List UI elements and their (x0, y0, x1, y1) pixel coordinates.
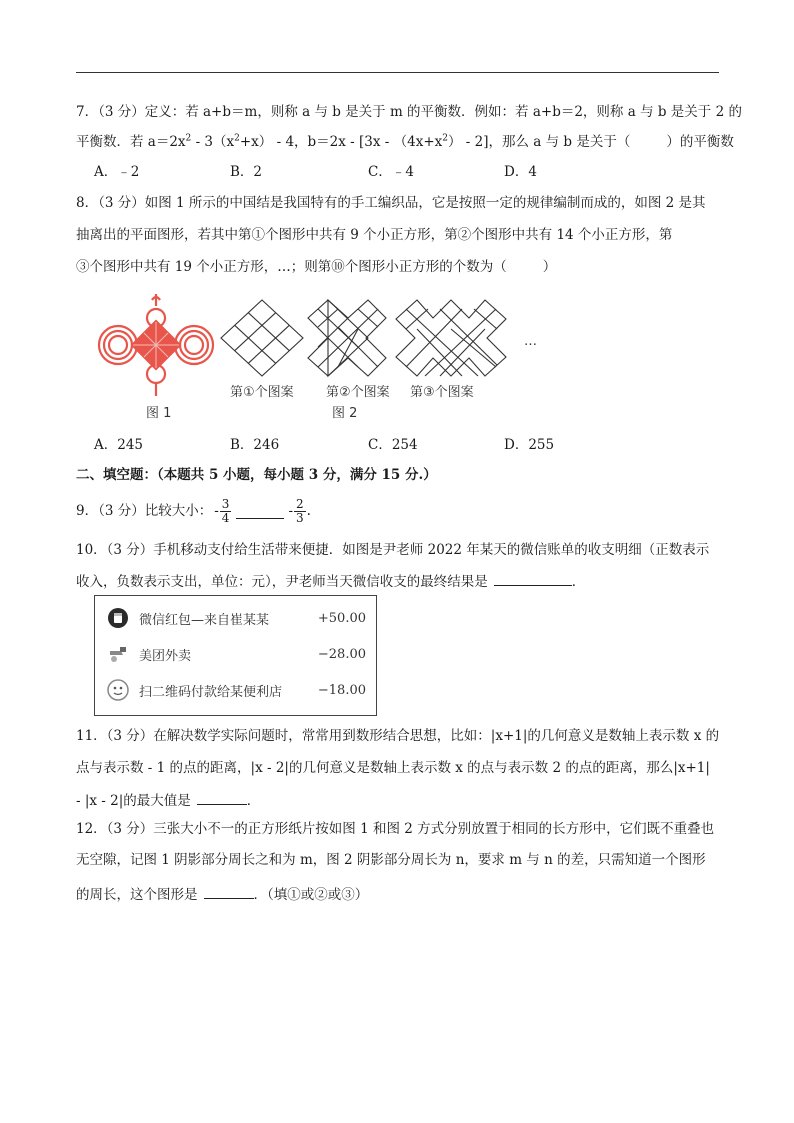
q7-option-d: D．4 (504, 164, 537, 180)
figure-2-caption: 图 2 (332, 406, 358, 421)
pattern-1-figure (218, 297, 306, 379)
q10-answer-blank (494, 571, 572, 586)
fraction-two-thirds: $\frac{2}{3}$ (296, 496, 304, 525)
section-2-title: 二、填空题：（本题共 5 小题，每小题 3 分，满分 15 分.） (76, 467, 437, 483)
q7-line2: 平衡数．若 $a=2x^2 - 3(x^2+x) - 4$，$b=2x - [3x - (4x+x^2) - 2]$，那么 a 与 b 是关于（ ）的平衡数 (76, 133, 734, 150)
bill-row-convenience-store: 扫二维码付款给某便利店 −18.00 (107, 677, 366, 703)
q12-answer-blank (204, 884, 254, 899)
q10-line1: 10．（3 分）手机移动支付给生活带来便捷．如图是尹老师 2022 年某天的微信账单的收支明细（正数表示 (76, 542, 710, 558)
bill-row-meituan: 美团外卖 −28.00 (107, 641, 366, 667)
q12-line2: 无空隙，记图 1 阴影部分周长之和为 m，图 2 阴影部分周长为 n，要求 m 与 n 的差，只需知道一个图形 (76, 852, 706, 868)
q7-line1: 7．（3 分）定义：若 a+b＝m，则称 a 与 b 是关于 m 的平衡数．例如：若 a+b＝2，则称 a 与 b 是关于 2 的 (76, 104, 742, 120)
fraction-three-quarters: $\frac{3}{4}$ (221, 496, 230, 525)
header-rule (76, 72, 719, 73)
food-delivery-icon (107, 643, 129, 665)
q11-line2: 点与表示数 - 1 的点的距离，|x - 2|的几何意义是数轴上表示数 x 的点与表示数 2 的点的距离，那么|x+1| (76, 760, 710, 776)
pattern-1-caption: 第①个图案 (230, 385, 294, 400)
q8-option-d: D．255 (504, 437, 555, 453)
q12-line3: 的周长，这个图形是 ．（填①或②或③） (76, 884, 368, 904)
figure-1-caption: 图 1 (146, 406, 172, 421)
q8-option-b: B．246 (230, 437, 280, 453)
q8-option-c: C．254 (368, 437, 418, 453)
pattern-ellipsis: … (524, 334, 537, 349)
wechat-bill-box (94, 595, 377, 716)
q8-line3: ③个图形中共有 19 个小正方形，…；则第⑩个图形小正方形的个数为（ ） (76, 259, 557, 275)
q8-line1: 8．（3 分）如图 1 所示的中国结是我国特有的手工编织品，它是按照一定的规律编制而成的，如图 2 是其 (76, 195, 706, 211)
pattern-3-figure (393, 297, 509, 379)
red-packet-icon (107, 607, 129, 629)
pattern-2-figure (300, 297, 388, 379)
pattern-3-caption: 第③个图案 (410, 385, 474, 400)
chinese-knot-figure (96, 292, 216, 398)
q7-option-c: C．﹣4 (368, 164, 414, 180)
store-face-icon (107, 679, 129, 701)
pattern-2-caption: 第②个图案 (326, 385, 390, 400)
q9-line: 9．（3 分）比较大小： - $\frac{3}{4}$ - $\frac{2}{3}$ . (76, 496, 311, 525)
q11-line1: 11．（3 分）在解决数学实际问题时，常常用到数形结合思想，比如：|x+1|的几何意义是数轴上表示数 x 的 (76, 728, 720, 744)
q8-line2: 抽离出的平面图形，若其中第①个图形中共有 9 个小正方形，第②个图形中共有 14 个小正方形，第 (76, 227, 673, 243)
bill-row-red-packet: 微信红包—来自崔某某 +50.00 (107, 605, 366, 631)
q10-line2: 收入，负数表示支出，单位：元），尹老师当天微信收支的最终结果是 ． (76, 571, 585, 591)
q7-option-b: B．2 (230, 164, 263, 180)
q7-option-a: A．﹣2 (94, 164, 140, 180)
q11-line3: - |x - 2|的最大值是 ． (76, 790, 260, 810)
q9-answer-blank (236, 504, 284, 519)
q12-line1: 12．（3 分）三张大小不一的正方形纸片按如图 1 和图 2 方式分别放置于相同的长方形中，它们既不重叠也 (76, 821, 715, 837)
q8-option-a: A．245 (94, 437, 144, 453)
q11-answer-blank (197, 790, 247, 805)
